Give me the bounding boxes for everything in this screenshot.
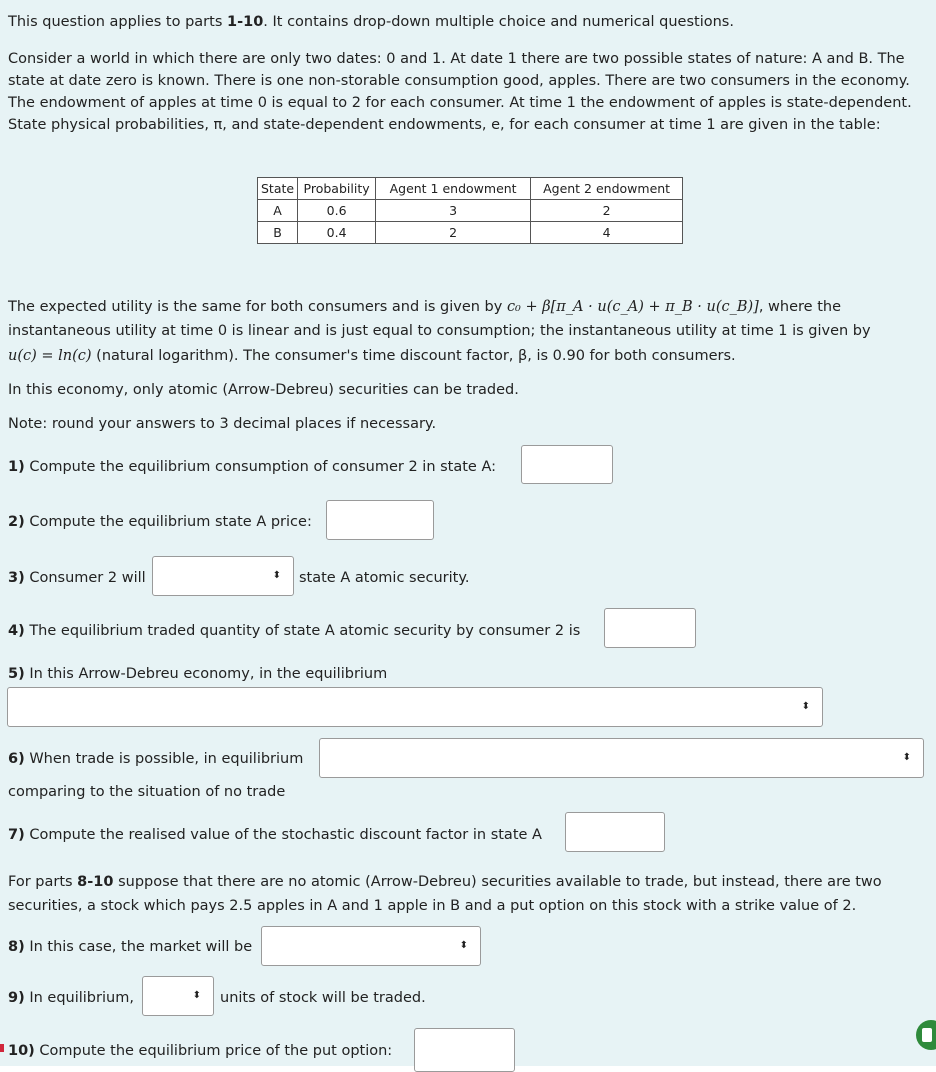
utility-line-3 [8,345,736,367]
q6-select[interactable] [319,738,924,778]
q2-text: Compute the equilibrium state A price: [24,514,312,530]
utility-formula: c₀ + β[π_A · u(c_A) + π_B · u(c_B)] [506,299,759,315]
q9-after-text: units of stock will be traded. [220,990,426,1006]
q9-text: In equilibrium, [24,990,134,1006]
q7-text: Compute the realised value of the stochastic discount factor in state A [24,827,542,843]
rounding-note: Note: round your answers to 3 decimal places if necessary. [8,416,437,432]
intro-pre: This question applies to parts [8,14,227,30]
q10-text: Compute the equilibrium price of the put option: [34,1043,393,1059]
table-cell: B [258,222,298,244]
table-row [258,200,683,222]
q10-label [8,1040,392,1062]
q3-text: Consumer 2 will [24,570,146,586]
select-arrows-icon: ⬍ [272,570,281,581]
parts-note-line-1 [8,871,882,893]
q5-select[interactable] [7,687,823,727]
parts-note-parts: 8-10 [77,874,114,890]
q6-text: When trade is possible, in equilibrium [24,751,304,767]
parts-note-pre: For parts [8,874,78,890]
table-header: State [258,178,298,200]
q9-label [8,987,134,1009]
select-arrows-icon: ⬍ [459,940,468,951]
utility-line-1 [8,296,841,318]
q6-line-2: comparing to the situation of no trade [8,784,286,800]
q8-select[interactable] [261,926,481,966]
q4-answer-input[interactable] [604,608,696,648]
q3-number: 3) [8,570,25,586]
select-arrows-icon: ⬍ [192,990,201,1001]
q7-answer-input[interactable] [565,812,665,852]
q2-number: 2) [8,514,25,530]
q3-label [8,567,146,589]
table-header-row [258,178,683,200]
log-utility-formula: u(c) = ln(c) [8,348,92,364]
discount-factor-text: (natural logarithm). The consumer's time discount factor, β, is 0.90 for both consumers. [91,348,736,364]
q4-text: The equilibrium traded quantity of state A atomic security by consumer 2 is [24,623,581,639]
q5-number: 5) [8,666,25,682]
intro-parts: 1-10 [227,14,264,30]
select-arrows-icon: ⬍ [801,701,810,712]
intro-post: . It contains drop-down multiple choice and numerical questions. [263,14,734,30]
utility-line-2: instantaneous utility at time 0 is linear and is just equal to consumption; the instantaneous utility at time 1 is given by [8,323,871,339]
flag-marker [0,1044,4,1052]
table-header: Agent 2 endowment [531,178,683,200]
q1-number: 1) [8,459,25,475]
table-cell: 0.6 [298,200,376,222]
table-cell: 3 [376,200,531,222]
q2-label [8,511,312,533]
q10-number: 10) [8,1043,35,1059]
utility-pre: The expected utility is the same for both consumers and is given by [8,299,507,315]
q1-answer-input[interactable] [521,445,613,484]
table-cell: A [258,200,298,222]
q4-label [8,620,580,642]
q8-number: 8) [8,939,25,955]
table-cell: 2 [531,200,683,222]
table-row [258,222,683,244]
endowment-table [257,177,683,244]
q6-number: 6) [8,751,25,767]
q3-select[interactable] [152,556,294,596]
table-header: Agent 1 endowment [376,178,531,200]
q3-after-text: state A atomic security. [299,570,470,586]
q8-label [8,936,252,958]
q4-number: 4) [8,623,25,639]
q10-answer-input[interactable] [414,1028,515,1072]
q9-select[interactable] [142,976,214,1016]
q9-number: 9) [8,990,25,1006]
select-arrows-icon: ⬍ [902,752,911,763]
table-cell: 2 [376,222,531,244]
table-header: Probability [298,178,376,200]
utility-post: , where the [758,299,841,315]
intro-line [8,11,734,33]
q7-label [8,824,542,846]
help-badge-icon[interactable] [916,1020,936,1050]
only-atomic-text: In this economy, only atomic (Arrow-Debreu) securities can be traded. [8,382,519,398]
q5-text: In this Arrow-Debreu economy, in the equilibrium [24,666,388,682]
q1-text: Compute the equilibrium consumption of consumer 2 in state A: [24,459,497,475]
table-cell: 0.4 [298,222,376,244]
q7-number: 7) [8,827,25,843]
table-cell: 4 [531,222,683,244]
q2-answer-input[interactable] [326,500,434,540]
parts-note-line-2: securities, a stock which pays 2.5 apples in A and 1 apple in B and a put option on this stock with a strike value of 2. [8,898,857,914]
parts-note-post: suppose that there are no atomic (Arrow-Debreu) securities available to trade, but instead, there are two [113,874,882,890]
q5-label [8,663,387,685]
q6-label [8,748,303,770]
q1-label [8,456,496,478]
q8-text: In this case, the market will be [24,939,253,955]
setup-paragraph: Consider a world in which there are only two dates: 0 and 1. At date 1 there are two possible states of nature: A and B. The state at date zero is known. There is one non-storable consumption good, apples. There are two consumers in the economy. The endowment of apples at time 0 is equal to 2 for each consumer. At time 1 the endowment of apples is state-dependent. State physical probabilities, π, and state-dependent endowments, e, for each consumer at time 1 are given in the table: [8,51,912,133]
